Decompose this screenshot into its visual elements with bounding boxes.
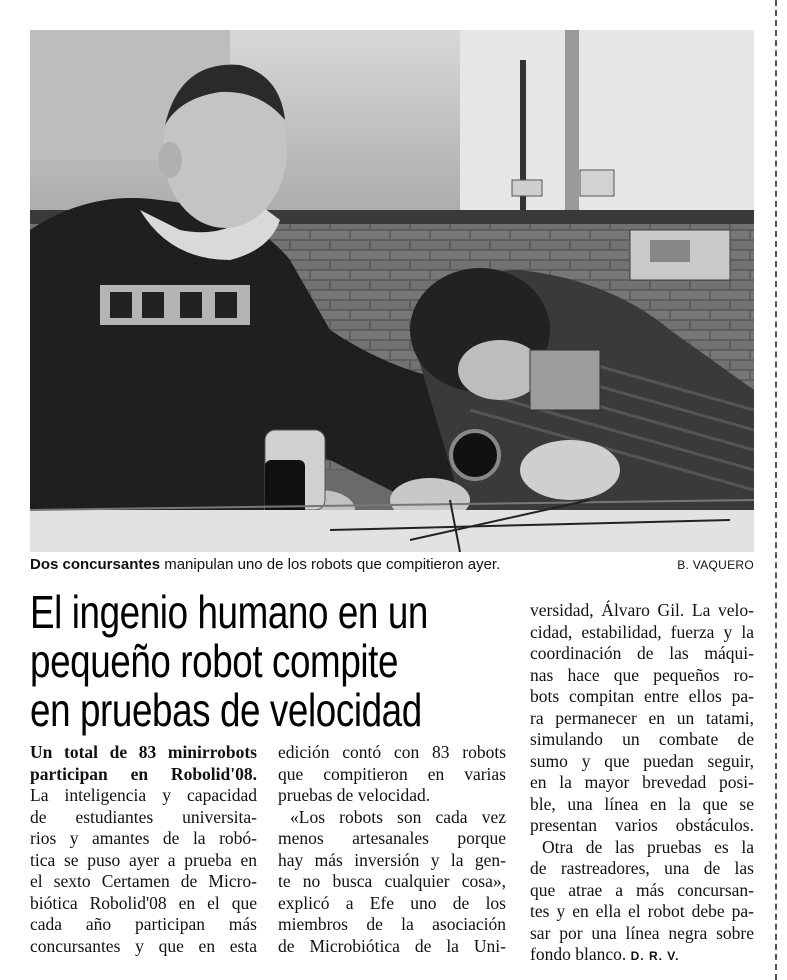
body-line: en la mayor brevedad posi-: [530, 772, 754, 792]
body-line: presentan varios obstáculos.: [530, 815, 754, 835]
headline-line: El ingenio humano en un: [30, 586, 428, 638]
body-line: edición contó con 83 robots: [278, 742, 506, 762]
cut-line: [775, 0, 777, 980]
body-line-final: [530, 944, 754, 966]
body-line: cidad, estabilidad, fuerza y la: [530, 621, 754, 642]
body-line: Otra de las pruebas es la: [542, 836, 754, 857]
headline-line: pequeño robot compite: [30, 635, 399, 687]
body-line: te no busca cualquier cosa»,: [278, 871, 506, 891]
body-line: de rastreadores, una de las: [530, 858, 754, 878]
photo-illustration: [30, 30, 754, 552]
subhead-line: participan en Robolid'08.: [30, 763, 257, 784]
article-column-2: [278, 742, 506, 957]
photo-caption: [30, 556, 754, 578]
caption-text: manipulan uno de los robots que compitieron ayer.: [160, 556, 501, 573]
body-line: tes y en ella el robot debe pa-: [530, 901, 754, 921]
body-line: explicó a Efe uno de los: [278, 892, 506, 913]
body-line: de estudiantes universita-: [30, 806, 257, 827]
news-photo: [30, 30, 754, 552]
body-line: hay más inversión y la gen-: [278, 849, 506, 870]
body-line: que atrae a más concursan-: [530, 879, 754, 900]
body-line-text: fondo blanco.: [530, 944, 627, 964]
body-line: versidad, Álvaro Gil. La velo-: [530, 600, 754, 620]
body-line: sumo y que puedan seguir,: [530, 750, 754, 771]
body-line: el sexto Certamen de Micro-: [30, 871, 257, 891]
body-line: nas hace que pequeños ro-: [530, 664, 754, 685]
body-line: «Los robots son cada vez: [290, 806, 506, 827]
body-line: miembros de la asociación: [278, 914, 506, 934]
body-line: sar por una línea negra sobre: [530, 922, 754, 943]
body-line: pruebas de velocidad.: [278, 785, 431, 805]
author-signature: D. R. V.: [630, 949, 680, 963]
article-column-3: [530, 600, 754, 966]
body-line: simulando un combate de: [530, 729, 754, 749]
body-line: ra permanecer en un tatami,: [530, 707, 754, 728]
body-line: ble, una línea en la que se: [530, 793, 754, 814]
body-line: bots compitan entre ellos pa-: [530, 686, 754, 706]
body-line: concursantes y que en esta: [30, 935, 257, 956]
body-line: menos artesanales porque: [278, 828, 506, 848]
body-line: de Microbiótica de la Uni-: [278, 935, 506, 956]
photo-credit: B. VAQUERO: [677, 558, 754, 572]
body-line: rios y amantes de la robó-: [30, 828, 257, 848]
body-line: cada año participan más: [30, 914, 257, 934]
body-line: La inteligencia y capacidad: [30, 785, 257, 805]
subhead-line: Un total de 83 minirrobots: [30, 742, 257, 762]
caption-lead: Dos concursantes: [30, 556, 161, 573]
headline: [30, 588, 502, 735]
body-line: coordinación de las máqui-: [530, 643, 754, 663]
body-line: que compitieron en varias: [278, 763, 506, 784]
article-column-1: [30, 742, 257, 957]
headline-line: en pruebas de velocidad: [30, 684, 422, 736]
body-line: tica se puso ayer a prueba en: [30, 849, 257, 870]
body-line: biótica Robolid'08 en el que: [30, 892, 257, 913]
